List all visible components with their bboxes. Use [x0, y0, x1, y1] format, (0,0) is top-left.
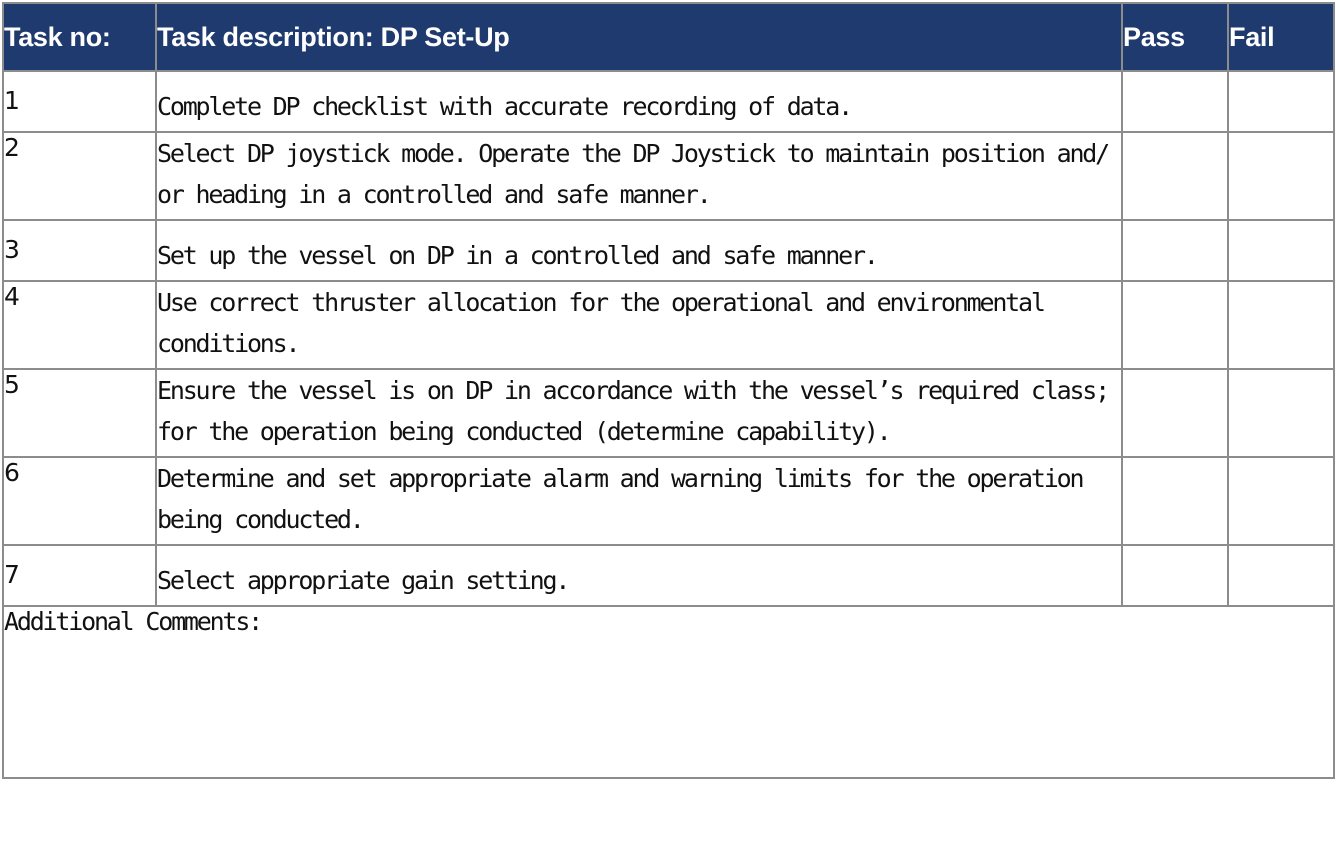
header-pass: Pass [1122, 3, 1228, 71]
fail-cell[interactable] [1228, 281, 1334, 369]
comments-row [3, 606, 1334, 778]
pass-cell[interactable] [1122, 132, 1228, 220]
task-description [156, 71, 1122, 132]
task-number: 4 [3, 281, 156, 369]
task-description-text: Set up the vessel on DP in a controlled and safe manner. [157, 241, 877, 270]
task-description [156, 132, 1122, 220]
task-description-text: Complete DP checklist with accurate recording of data. [157, 92, 851, 121]
task-description-text: Select DP joystick mode. Operate the DP Joystick to maintain position and/ or heading in a controlled and safe manner. [157, 139, 1108, 209]
task-description-text: Ensure the vessel is on DP in accordance with the vessel’s required class; for the operation being conducted (determine capability). [157, 376, 1108, 446]
fail-cell[interactable] [1228, 369, 1334, 457]
header-fail: Fail [1228, 3, 1334, 71]
task-description [156, 545, 1122, 606]
table-row [3, 281, 1334, 369]
table-header-row [3, 3, 1334, 71]
table-row [3, 369, 1334, 457]
task-number: 1 [3, 71, 156, 132]
task-description [156, 281, 1122, 369]
pass-cell[interactable] [1122, 71, 1228, 132]
task-description [156, 220, 1122, 281]
table-row [3, 545, 1334, 606]
table-row [3, 132, 1334, 220]
fail-cell[interactable] [1228, 545, 1334, 606]
header-task-description: Task description: DP Set-Up [156, 3, 1122, 71]
task-description-text: Determine and set appropriate alarm and warning limits for the operation being conducted. [157, 464, 1083, 534]
table-row [3, 71, 1334, 132]
task-number: 5 [3, 369, 156, 457]
header-task-no: Task no: [3, 3, 156, 71]
task-number: 3 [3, 220, 156, 281]
pass-cell[interactable] [1122, 281, 1228, 369]
task-assessment-sheet [2, 2, 1333, 853]
pass-cell[interactable] [1122, 220, 1228, 281]
additional-comments-label: Additional Comments: [4, 607, 262, 636]
task-description [156, 457, 1122, 545]
task-number: 6 [3, 457, 156, 545]
pass-cell[interactable] [1122, 457, 1228, 545]
fail-cell[interactable] [1228, 132, 1334, 220]
additional-comments-field[interactable] [3, 606, 1334, 778]
fail-cell[interactable] [1228, 220, 1334, 281]
task-description-text: Use correct thruster allocation for the operational and environmental conditions. [157, 288, 1044, 358]
task-description-text: Select appropriate gain setting. [157, 566, 569, 595]
fail-cell[interactable] [1228, 71, 1334, 132]
task-number: 7 [3, 545, 156, 606]
pass-cell[interactable] [1122, 369, 1228, 457]
task-table [2, 2, 1335, 779]
fail-cell[interactable] [1228, 457, 1334, 545]
task-description [156, 369, 1122, 457]
task-number: 2 [3, 132, 156, 220]
pass-cell[interactable] [1122, 545, 1228, 606]
table-row [3, 220, 1334, 281]
table-row [3, 457, 1334, 545]
